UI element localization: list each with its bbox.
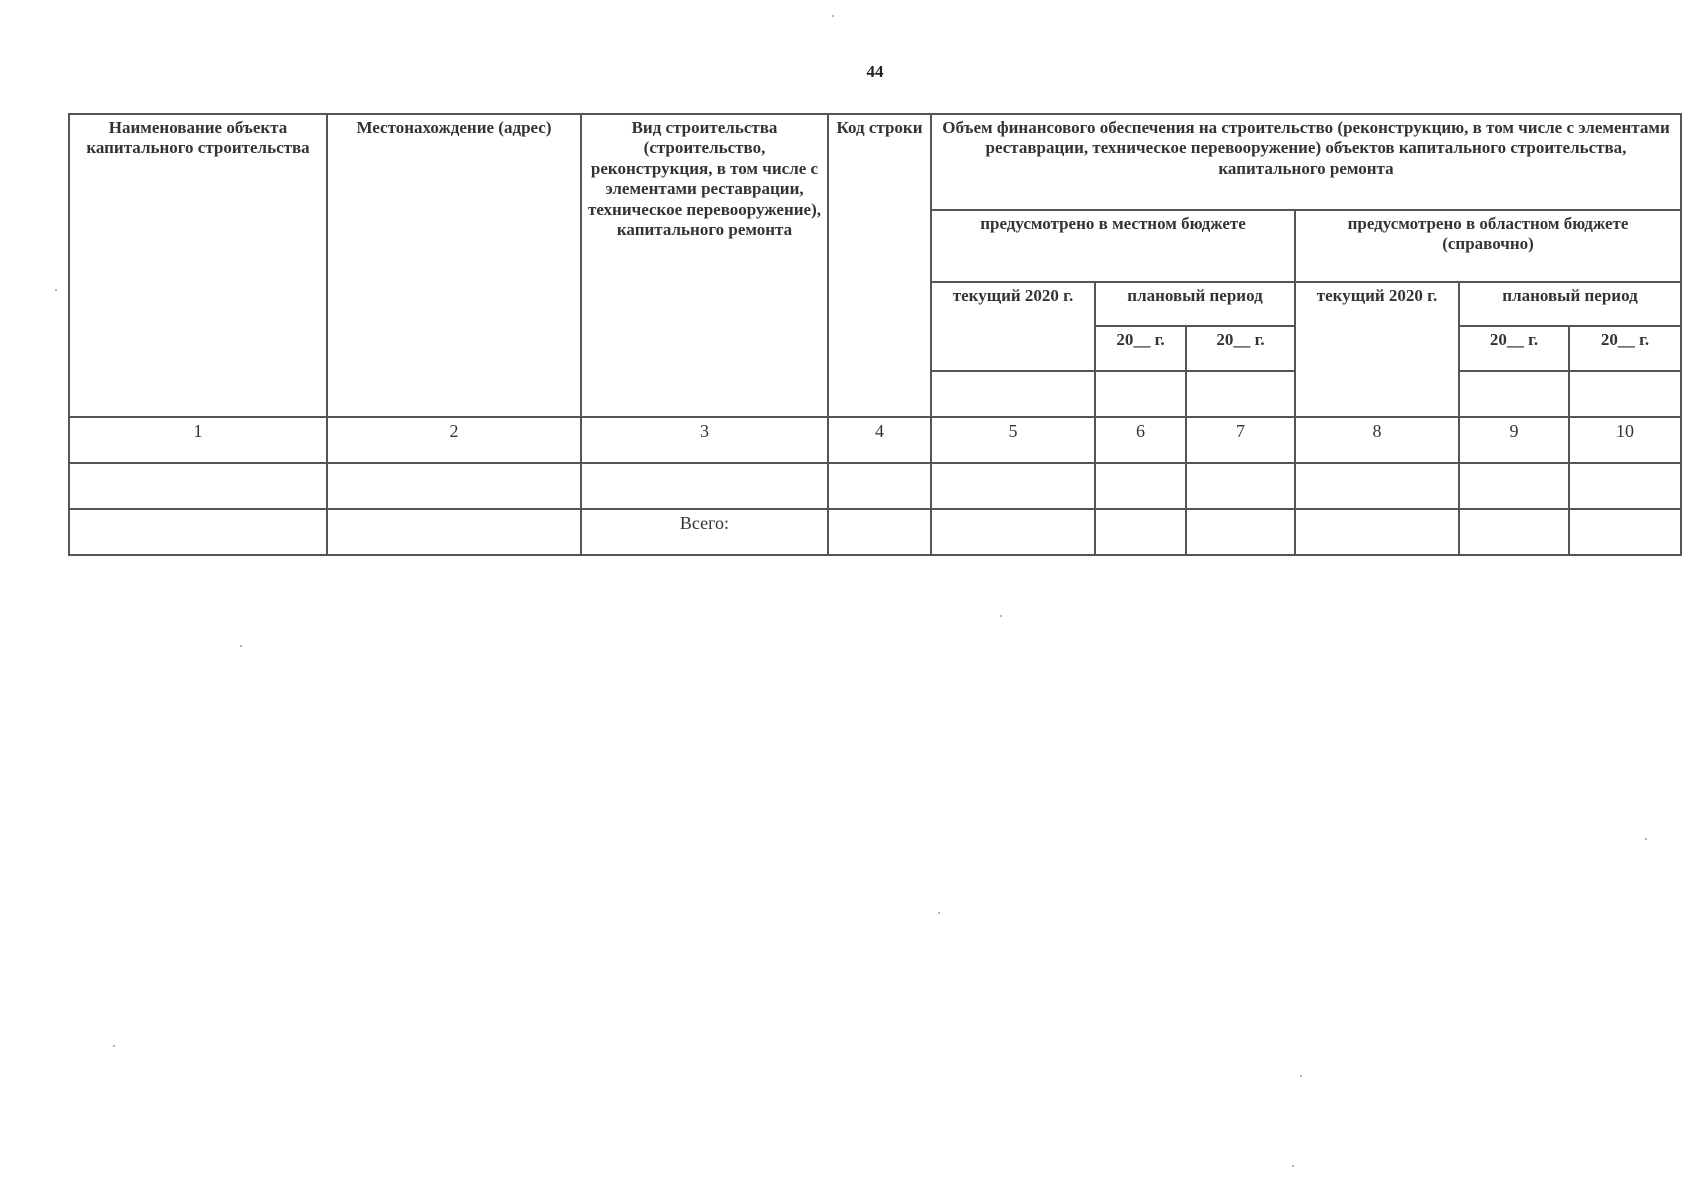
scan-speck — [1645, 838, 1647, 840]
column-number: 8 — [1295, 417, 1459, 463]
header-year-9: 20__ г. — [1459, 326, 1569, 371]
total-cell — [1569, 509, 1681, 555]
scan-speck — [240, 645, 242, 647]
total-cell — [931, 509, 1095, 555]
scan-speck — [113, 1045, 115, 1047]
total-row — [69, 509, 1681, 555]
header-planned-regional: плановый период — [1459, 282, 1681, 326]
header-local-budget: предусмотрено в местном бюджете — [931, 210, 1295, 282]
table-row — [69, 463, 1681, 509]
total-cell — [1295, 509, 1459, 555]
data-cell — [1459, 463, 1569, 509]
header-line-code: Код строки — [828, 114, 931, 417]
data-cell — [931, 463, 1095, 509]
column-number: 2 — [327, 417, 581, 463]
column-number: 10 — [1569, 417, 1681, 463]
column-number: 6 — [1095, 417, 1186, 463]
scan-speck — [938, 912, 940, 914]
data-cell — [1569, 463, 1681, 509]
total-cell — [327, 509, 581, 555]
scan-speck — [1292, 1165, 1294, 1167]
scan-speck — [55, 289, 57, 291]
header-planned-local: плановый период — [1095, 282, 1295, 326]
total-cell — [828, 509, 931, 555]
header-current-regional: текущий 2020 г. — [1295, 282, 1459, 417]
column-numbers-row — [69, 417, 1681, 463]
header-construction-type: Вид строительства (строительство, реконструкция, в том числе с элементами реставрации, техническое перевооружение), капитального ремонта — [581, 114, 828, 417]
data-cell — [581, 463, 828, 509]
header-blank-7 — [1186, 371, 1295, 417]
header-year-7: 20__ г. — [1186, 326, 1295, 371]
total-cell — [69, 509, 327, 555]
header-blank-9 — [1459, 371, 1569, 417]
data-cell — [1095, 463, 1186, 509]
header-blank-10 — [1569, 371, 1681, 417]
page-number: 44 — [866, 62, 884, 81]
header-year-6: 20__ г. — [1095, 326, 1186, 371]
scan-speck — [1300, 1075, 1302, 1077]
scan-speck — [1000, 615, 1002, 617]
header-finance-group: Объем финансового обеспечения на строительство (реконструкцию, в том числе с элементами реставрации, техническое перевооружение) объектов капитального строительства, капитального ремонта — [931, 114, 1681, 210]
scan-speck — [832, 15, 834, 17]
capital-construction-table — [68, 113, 1682, 556]
column-number: 4 — [828, 417, 931, 463]
column-number: 1 — [69, 417, 327, 463]
total-label: Всего: — [581, 509, 828, 555]
header-regional-budget: предусмотрено в областном бюджете (справочно) — [1295, 210, 1681, 282]
header-blank-6 — [1095, 371, 1186, 417]
header-current-local: текущий 2020 г. — [931, 282, 1095, 371]
header-location: Местонахождение (адрес) — [327, 114, 581, 417]
column-number: 9 — [1459, 417, 1569, 463]
total-cell — [1186, 509, 1295, 555]
column-number: 3 — [581, 417, 828, 463]
data-cell — [69, 463, 327, 509]
data-cell — [828, 463, 931, 509]
column-number: 5 — [931, 417, 1095, 463]
total-cell — [1095, 509, 1186, 555]
data-cell — [327, 463, 581, 509]
header-blank-5 — [931, 371, 1095, 417]
column-number: 7 — [1186, 417, 1295, 463]
header-year-10: 20__ г. — [1569, 326, 1681, 371]
data-cell — [1186, 463, 1295, 509]
total-cell — [1459, 509, 1569, 555]
header-object-name: Наименование объекта капитального строительства — [69, 114, 327, 417]
data-cell — [1295, 463, 1459, 509]
